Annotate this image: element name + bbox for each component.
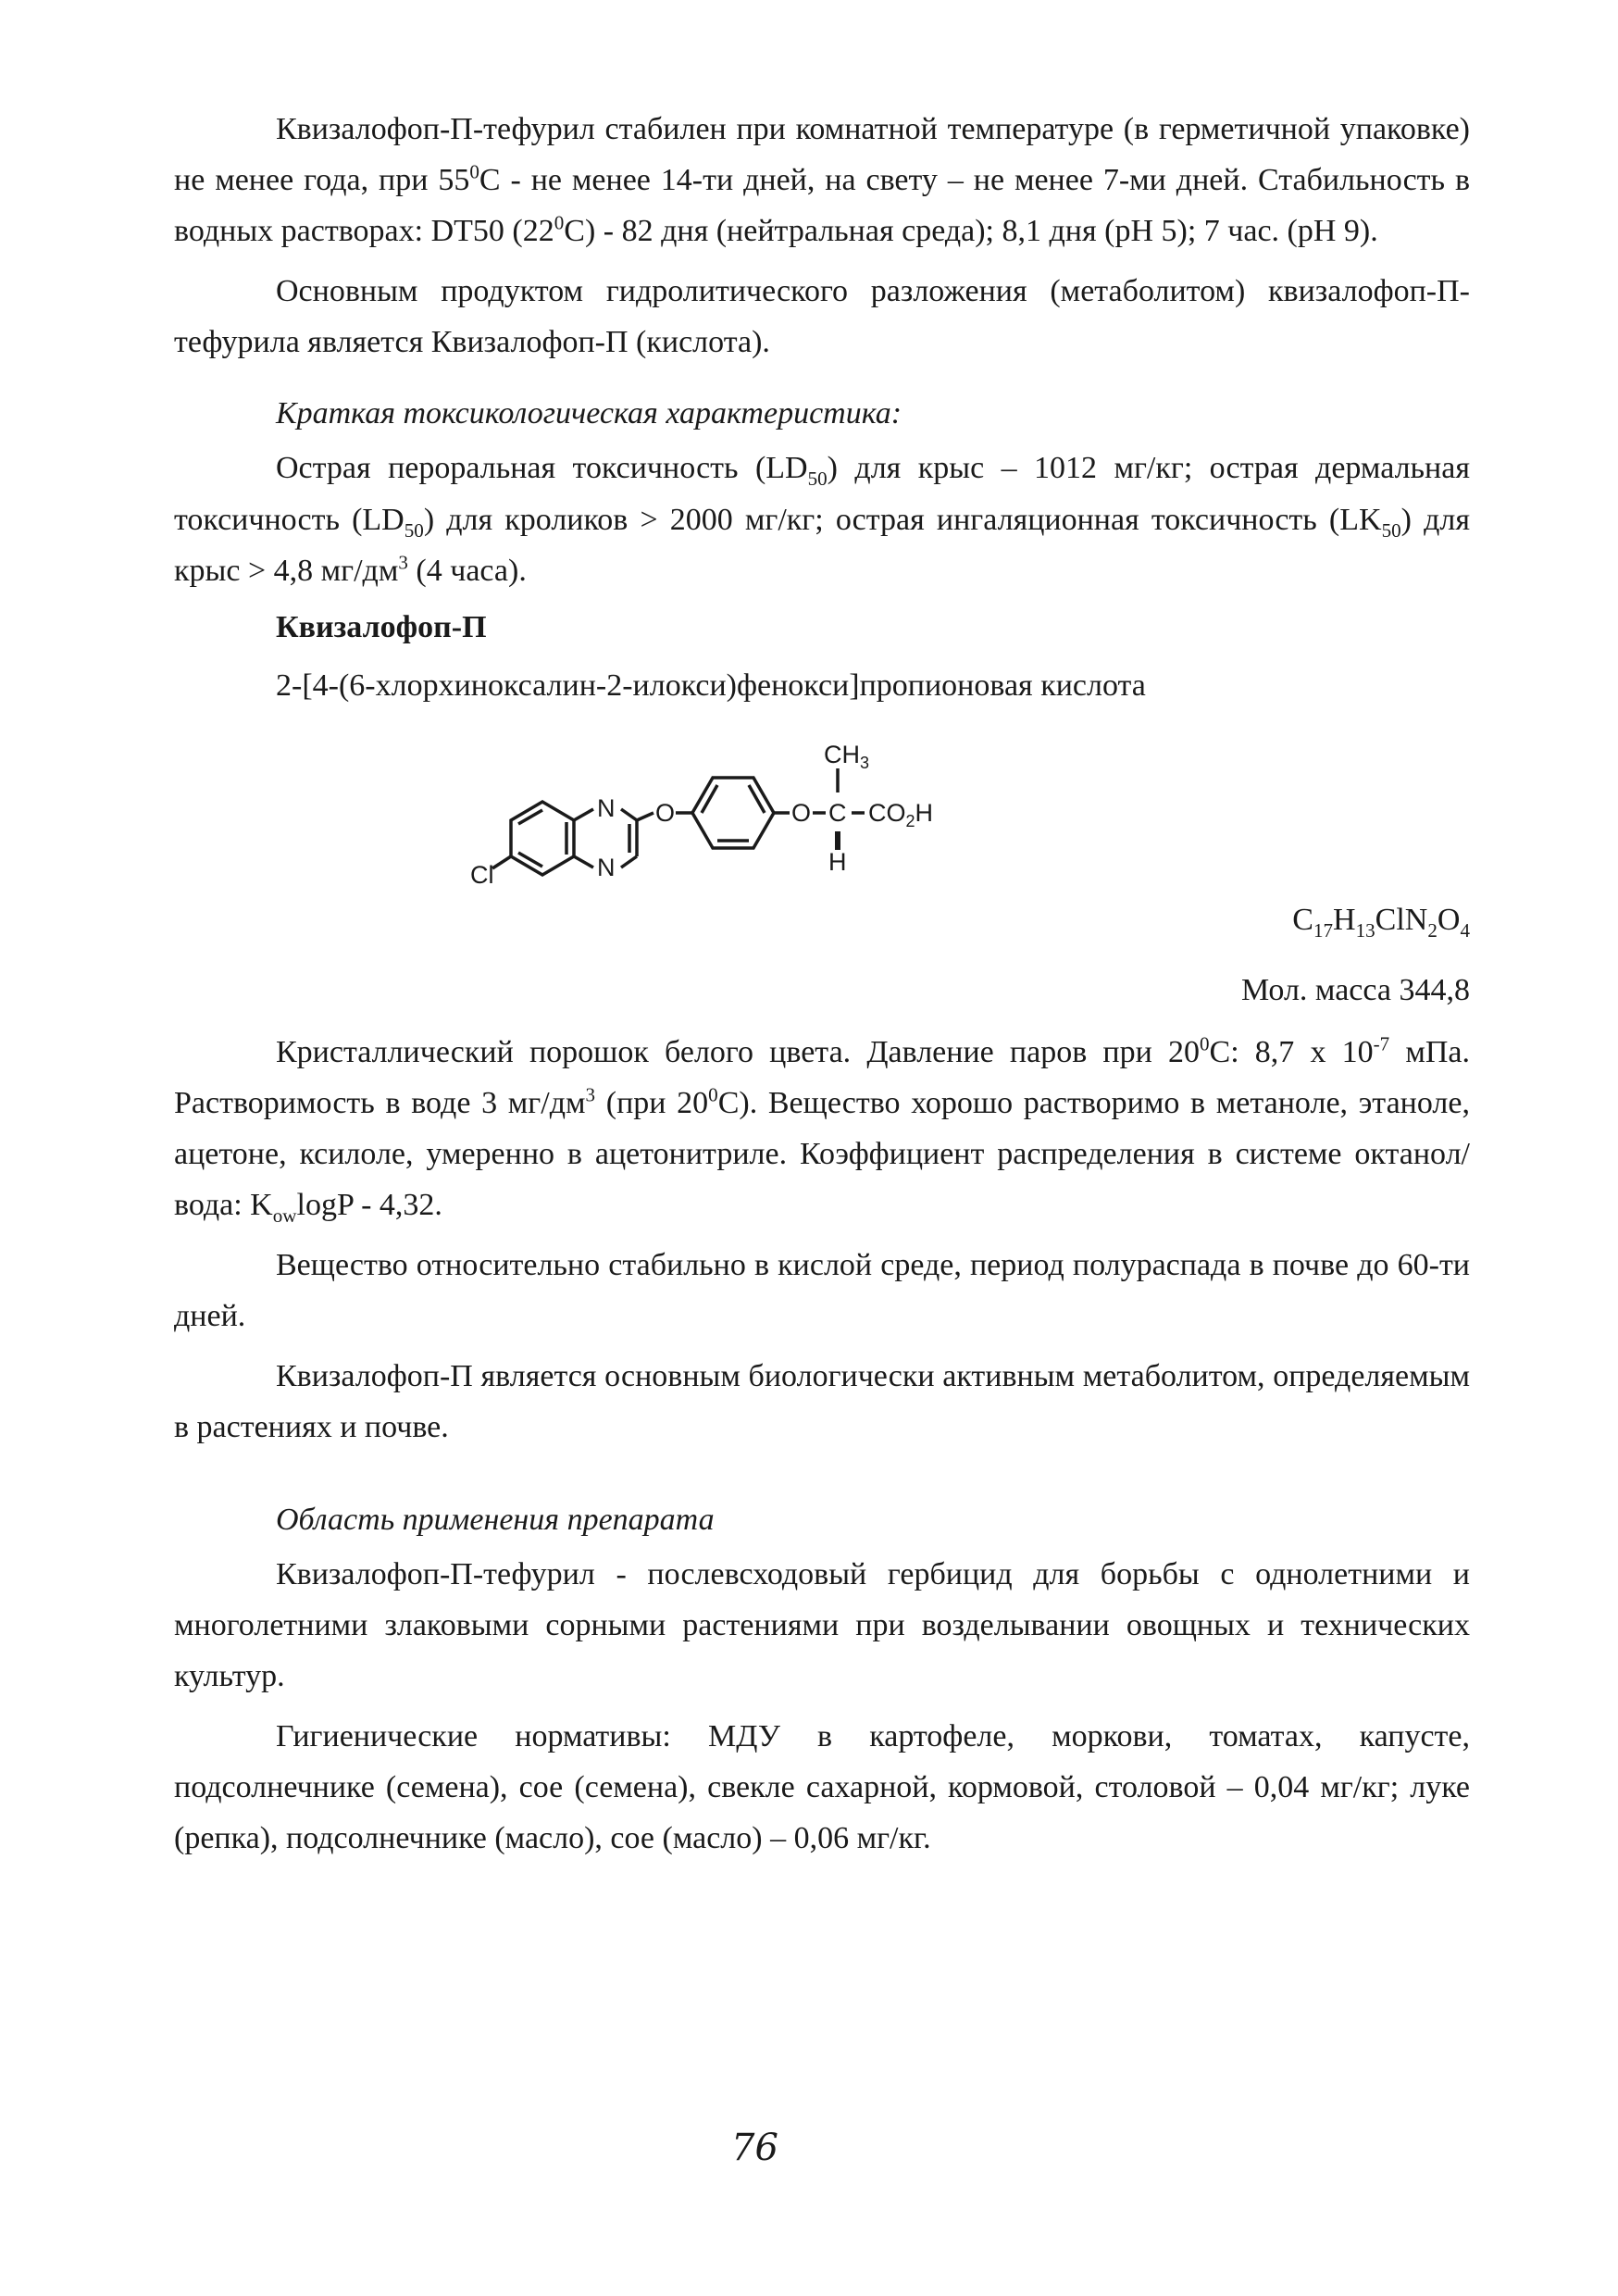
bond (574, 856, 593, 867)
subscript: 50 (1381, 518, 1401, 542)
nitrogen-label: N (597, 853, 616, 881)
document-page (174, 104, 1470, 1864)
nitrogen-label: N (597, 793, 616, 822)
ether-bond (637, 813, 653, 820)
compound-iupac-name: 2-[4-(6-хлорхиноксалин-2-илокси)фенокси]пропионовая кислота (276, 668, 1146, 703)
superscript: 0 (554, 211, 565, 234)
text-run: С - не менее 14-ти дней, на свету – не менее 7-ми дней. Стабильность в водных растворах: DT50 (22 (174, 163, 1471, 249)
oxygen-label: O (655, 798, 676, 827)
methyl-label: $CH_3$ (824, 740, 870, 772)
text-run: (4 часа). (407, 553, 527, 588)
bond (621, 809, 637, 820)
oxygen-label: O (791, 798, 812, 827)
text-run: ) для крыс – 1012 мг/кг; острая дермальная токсичность (LD (174, 451, 1470, 537)
subscript: 50 (807, 468, 828, 491)
bond (621, 856, 637, 867)
molecular-formula: $C_{17}H_{13}ClN_2O_4$ (1292, 902, 1470, 942)
stability-soil-paragraph: Вещество относительно стабильно в кислой среде, период полураспада в почве до 60-ти дней. (174, 1248, 1470, 1334)
carboxyl-label: $CO_2H$ (868, 798, 934, 830)
bond (574, 809, 593, 820)
text-run: ) для кроликов > 2000 мг/кг; острая ингаляционная токсичность (LK (423, 502, 1382, 537)
toxicity-paragraph (174, 443, 1470, 595)
structure-block (174, 724, 1470, 965)
active-metabolite-paragraph: Квизалофоп-П является основным биологически активным метаболитом, определяемым в растениях и почве. (174, 1359, 1470, 1445)
carbon-label: C (828, 798, 847, 827)
text-run: Острая пероральная токсичность (LD (276, 451, 808, 486)
double-bond (702, 785, 717, 813)
hygienic-standards-paragraph: Гигиенические нормативы: МДУ в картофеле, моркови, томатах, капусте, подсолнечнике (семена), сое (семена), свекле сахарной, кормовой, столовой – 0,04 мг/кг; луке (репка), подсолнечнике (масло), сое (масло) – 0,06 мг/кг. (174, 1718, 1470, 1856)
text-run: С) - 82 дня (нейтральная среда); 8,1 дня (pH 5); 7 час. (pH 9). (564, 214, 1378, 249)
text-run: Квизалофоп-П-тефурил стабилен при комнатной температуре (в герметичной упаковке) не менее года, при 55 (174, 112, 1470, 198)
double-bond (749, 785, 765, 813)
chlorine-bond (492, 856, 511, 868)
benzo-ring (511, 802, 574, 875)
compound-title: Квизалофоп-П (276, 609, 487, 644)
structural-formula-diagram (470, 724, 1026, 965)
superscript: 3 (398, 551, 408, 574)
chlorine-label: Cl (470, 860, 494, 889)
toxicology-heading: Краткая токсикологическая характеристика: (276, 396, 902, 431)
application-paragraph: Квизалофоп-П-тефурил - послевсходовый гербицид для борьбы с однолетними и многолетними злаковыми сорными растениями при возделывании овощных и технических культур. (174, 1556, 1470, 1693)
phenylene-ring (692, 778, 774, 848)
page-number: 76 (731, 2127, 778, 2169)
hydrogen-label: H (828, 847, 847, 876)
superscript: 0 (469, 160, 479, 183)
physical-properties-paragraph: Кристаллический порошок белого цвета. Давление паров при $20^0С$: 8,7 x $10^{-7}$ мПа. Растворимость в воде 3 $мг/дм^3$ (при $20^0С$). Вещество хорошо растворимо в метаноле, этаноле, ацетоне, ксилоле, умеренно в ацетонитриле. Коэффициент распределения в системе октанол/вода: $K_{ow}\log P - 4,32$. (174, 1032, 1471, 1227)
text-run: ) для крыс > 4,8 мг/дм (174, 502, 1470, 588)
molecular-mass: Мол. масса 344,8 (1241, 972, 1470, 1007)
application-heading: Область применения препарата (276, 1502, 715, 1537)
stability-paragraph (174, 104, 1470, 256)
metabolite-paragraph: Основным продуктом гидролитического разложения (метаболитом) квизалофоп-П-тефурила является Квизалофоп-П (кислота). (174, 274, 1470, 360)
subscript: 50 (404, 518, 424, 542)
